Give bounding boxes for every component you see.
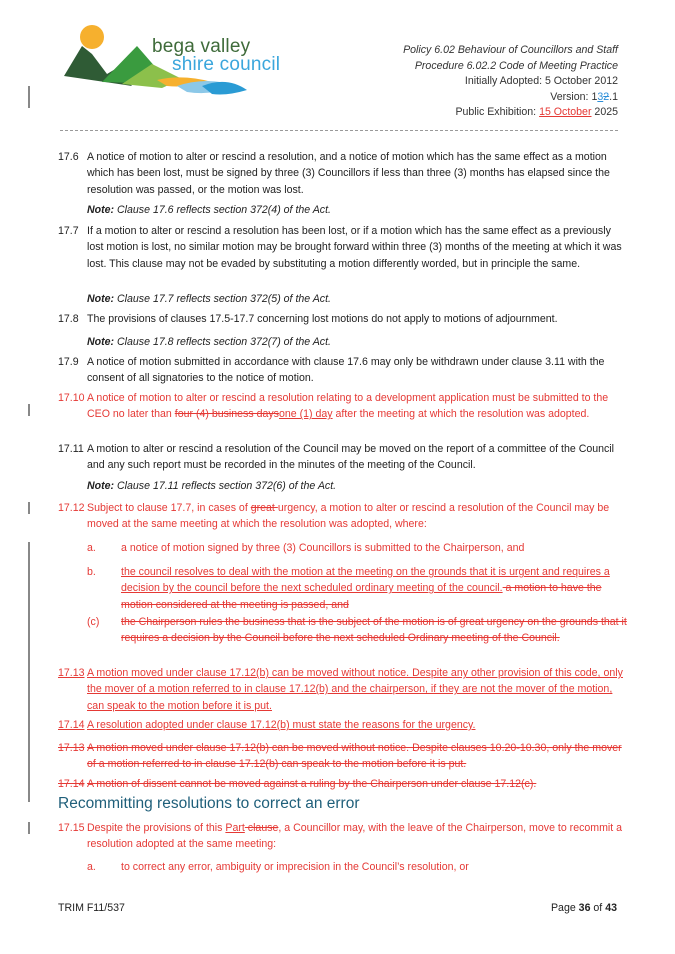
- deleted-text: a motion to have the motion considered at the meeting is passed, and: [121, 582, 602, 611]
- clause-17-12: [58, 500, 626, 533]
- note-text: Clause 17.7 reflects section 372(5) of the Act.: [114, 293, 331, 305]
- inserted-text: A resolution adopted under clause 17.12(b) must state the reasons for the urgency.: [87, 719, 476, 731]
- note-label: Note:: [87, 336, 115, 348]
- clause-17-8: [58, 311, 626, 327]
- clause-17-15-a: [87, 859, 627, 875]
- item-label: b.: [87, 566, 96, 578]
- inserted-text: A motion moved under clause 17.12(b) can be moved without notice. Despite any other provision of this code, only the mover of a motion referred to in clause 17.12(b) and the chairperson, if they are not the mover of the motion, can speak to the motion before it is put.: [87, 667, 623, 712]
- change-bar: [28, 542, 30, 802]
- clause-text: [87, 820, 626, 853]
- clause-17-7: [58, 223, 626, 272]
- exhibition-date: 15 October: [539, 106, 592, 118]
- clause-number: 17.14: [58, 778, 85, 790]
- item-label: a.: [87, 542, 96, 554]
- council-logo: [62, 24, 282, 96]
- trim-reference: TRIM F11/537: [58, 902, 125, 914]
- logo-text-bega-valley: bega valley: [152, 36, 251, 57]
- section-heading: Recommitting resolutions to correct an error: [58, 795, 360, 812]
- change-bar: [28, 86, 30, 108]
- clause-17-6: [58, 149, 626, 198]
- note-label: Note:: [87, 480, 115, 492]
- clause-text: [87, 390, 626, 423]
- clause-number: 17.13: [58, 742, 85, 754]
- exhibition-year: 2025: [591, 106, 618, 118]
- version-inserted: 3: [597, 90, 604, 103]
- note-17-7: [87, 293, 331, 305]
- clause-17-14-inserted: [58, 717, 626, 733]
- item-label: a.: [87, 861, 96, 873]
- note-17-8: [87, 336, 331, 348]
- adopted-date: Initially Adopted: 5 October 2012: [464, 75, 618, 87]
- procedure-title: Procedure 6.02.2 Code of Meeting Practice: [414, 59, 618, 72]
- clause-number: 17.11: [58, 443, 84, 455]
- clause-number: 17.7: [58, 225, 79, 237]
- clause-17-15: [58, 820, 626, 853]
- policy-title: Policy 6.02 Behaviour of Councillors and Staff: [403, 44, 618, 56]
- clause-17-12-c: [87, 614, 627, 647]
- clause-number: 17.9: [58, 356, 79, 368]
- exhibition-line: [403, 105, 618, 121]
- note-17-11: [87, 480, 336, 492]
- change-bar: [28, 404, 30, 416]
- item-text: [121, 564, 627, 613]
- deleted-text: A motion moved under clause 17.12(b) can be moved without notice. Despite clauses 10.20-10.30, only the mover of a motion referred to in clause 17.12(b) can speak to the motion before it is put.: [87, 742, 622, 771]
- text-segment: urgency, a motion to alter or rescind a resolution of the Council may be moved at the same meeting at which the resolution was adopted, where:: [87, 502, 610, 531]
- header-divider: [60, 130, 618, 131]
- clause-number: 17.8: [58, 313, 79, 325]
- deleted-text: four (4) business days: [174, 408, 279, 421]
- clause-number: 17.14: [58, 719, 85, 731]
- note-17-6: [87, 204, 331, 216]
- clause-17-9: [58, 354, 626, 387]
- clause-number: 17.10: [58, 392, 85, 404]
- of-label: of: [590, 902, 606, 914]
- change-bar: [28, 822, 30, 834]
- clause-17-14-deleted: [58, 776, 626, 792]
- clause-17-13-deleted: [58, 740, 626, 773]
- deleted-text: A motion of dissent cannot be moved against a ruling by the Chairperson under clause 17.12(c).: [87, 778, 537, 790]
- clause-17-10: [58, 390, 626, 423]
- inserted-text: the council resolves to deal with the motion at the meeting on the grounds that it is urgent and requires a decision by the council before the next scheduled ordinary meeting of the council.: [121, 566, 610, 595]
- page-number: [551, 902, 617, 914]
- logo-text-shire-council: shire council: [172, 54, 281, 75]
- clause-text: If a motion to alter or rescind a resolution has been lost, or if a motion which has the same effect as a previously lost motion is lost, no similar motion may be brought forward within three (3) months of the meeting at which it was lost. This clause may not be evaded by substituting a motion differently worded, but in principle the same.: [87, 225, 622, 270]
- clause-17-13-inserted: [58, 665, 626, 714]
- item-text: a notice of motion signed by three (3) Councillors is submitted to the Chairperson, and: [121, 542, 525, 554]
- note-text: Clause 17.11 reflects section 372(6) of the Act.: [114, 480, 337, 492]
- current-page: 36: [578, 902, 591, 914]
- text-segment: Despite the provisions of this: [87, 822, 226, 834]
- version-deleted: 2: [603, 90, 610, 103]
- version-label: Version: 1: [550, 90, 598, 103]
- deleted-text: clause: [244, 822, 279, 834]
- document-header: [403, 43, 618, 121]
- note-label: Note:: [87, 204, 115, 216]
- page-label: Page: [550, 902, 579, 914]
- inserted-text: Part: [225, 822, 245, 834]
- text-segment: Subject to clause 17.7, in cases of: [87, 502, 251, 514]
- text-segment: after the meeting at which the resolution was adopted.: [332, 408, 590, 421]
- exhibition-label: Public Exhibition:: [455, 106, 540, 118]
- clause-17-12-a: [87, 540, 627, 556]
- deleted-text: great: [250, 502, 278, 514]
- clause-number: 17.12: [58, 502, 85, 514]
- clause-number: 17.15: [58, 822, 85, 834]
- clause-17-11: [58, 441, 626, 474]
- clause-text: A notice of motion submitted in accordance with clause 17.6 may only be withdrawn under clause 3.11 with the consent of all signatories to the notice of motion.: [87, 356, 605, 385]
- item-text: to correct any error, ambiguity or imprecision in the Council’s resolution, or: [121, 861, 469, 873]
- clause-text: [87, 500, 626, 533]
- clause-number: 17.13: [58, 667, 85, 679]
- version-line: [403, 90, 618, 106]
- version-suffix: .1: [609, 90, 618, 103]
- clause-17-12-b: [87, 564, 627, 613]
- text-segment: A notice of motion to alter or rescind a resolution relating to a development application must be submitted to the CEO no later than: [87, 392, 609, 421]
- clause-text: A notice of motion to alter or rescind a resolution, and a notice of motion which has the same effect as a motion which has been lost, must be signed by three (3) Councillors if less than three (3) months has elapsed since the resolution was passed, or the motion was lost.: [87, 151, 610, 196]
- text-segment: , a Councillor may, with the leave of the Chairperson, move to recommit a resolution adopted at the same meeting:: [87, 822, 623, 851]
- clause-text: A motion to alter or rescind a resolution of the Council may be moved on the report of a committee of the Council and any such report must be recorded in the minutes of the meeting of the Council.: [87, 443, 615, 472]
- note-label: Note:: [87, 293, 115, 305]
- deleted-text: the Chairperson rules the business that is the subject of the motion is of great urgency on the grounds that it requires a decision by the Council before the next scheduled Ordinary meeting of the Council.: [121, 616, 627, 645]
- inserted-text: one (1) day: [278, 408, 333, 421]
- note-text: Clause 17.8 reflects section 372(7) of the Act.: [114, 336, 331, 348]
- total-pages: 43: [605, 902, 617, 914]
- clause-text: The provisions of clauses 17.5-17.7 concerning lost motions do not apply to motions of adjournment.: [87, 313, 558, 325]
- clause-number: 17.6: [58, 151, 79, 163]
- change-bar: [28, 502, 30, 514]
- item-label: (c): [87, 616, 100, 628]
- note-text: Clause 17.6 reflects section 372(4) of the Act.: [114, 204, 331, 216]
